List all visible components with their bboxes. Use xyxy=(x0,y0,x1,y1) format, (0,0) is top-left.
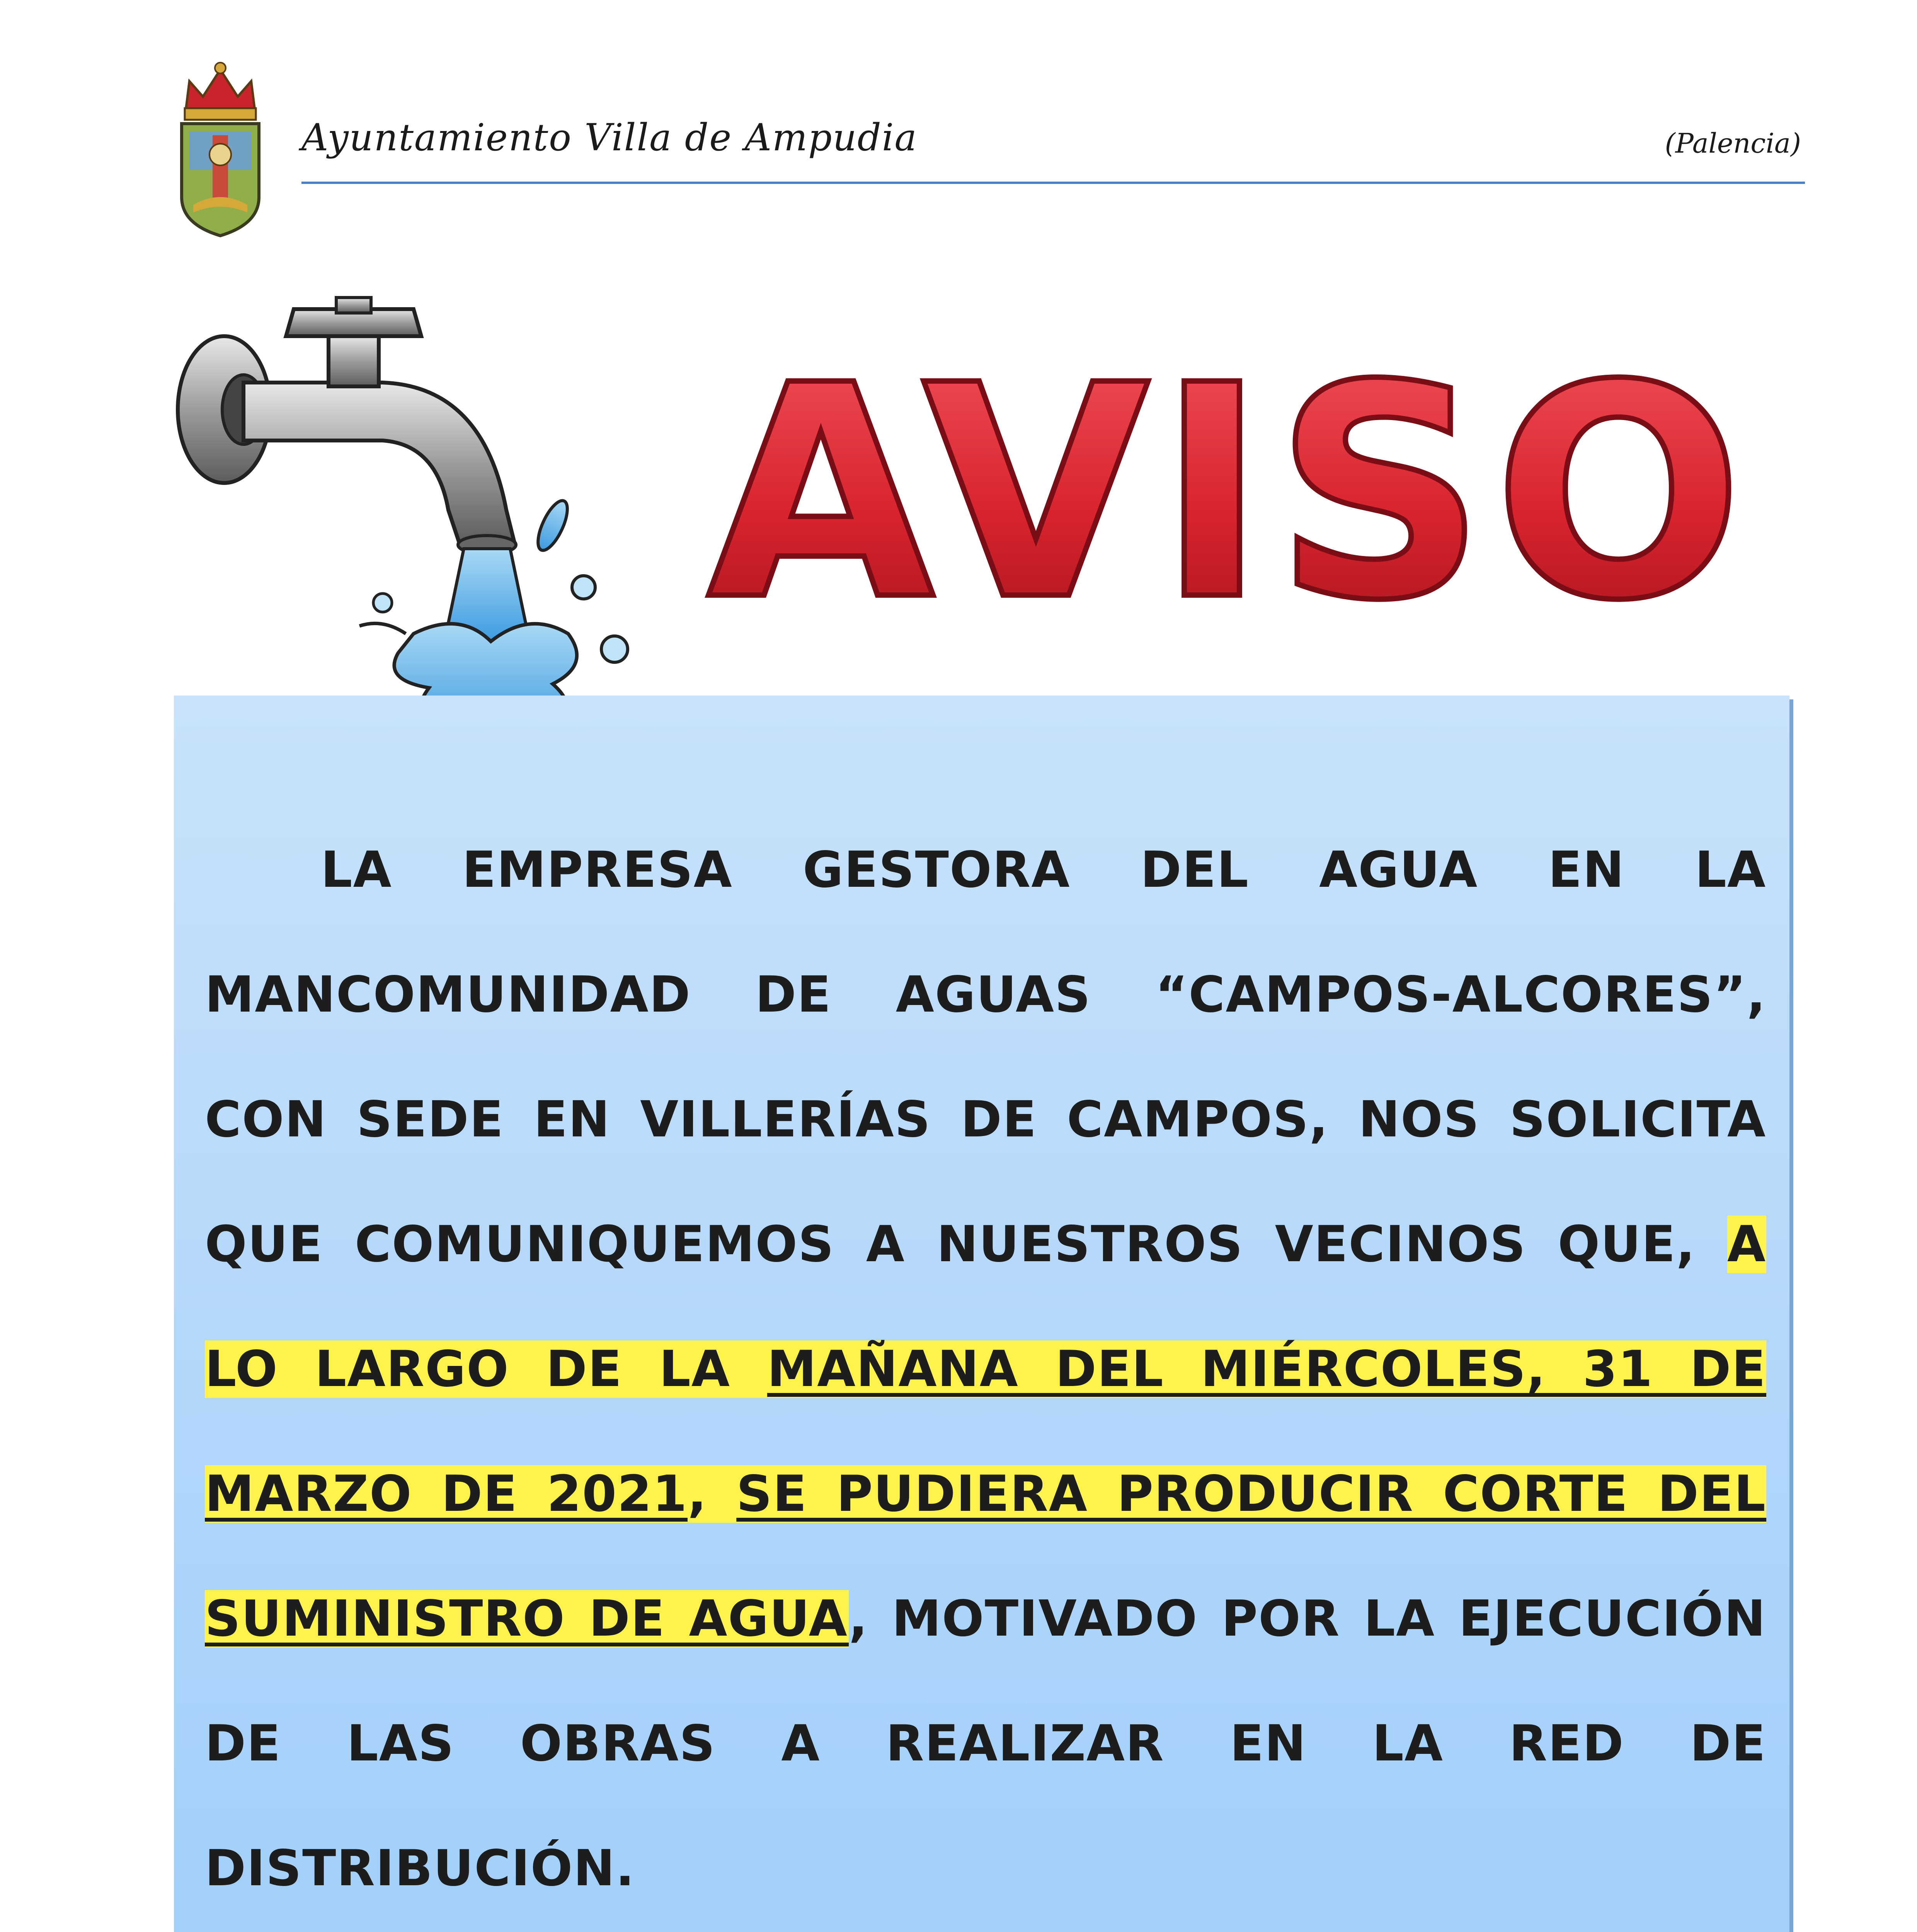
province-label: (Palencia) xyxy=(1665,128,1801,159)
highlight-date: MAÑANA DEL MIÉRCOLES, 31 DE MARZO DE 2021 xyxy=(205,1340,1766,1523)
highlight-comma: , xyxy=(688,1465,737,1523)
notice-body xyxy=(205,808,1766,1931)
highlight-a-lo-largo: A LO LARGO DE LA xyxy=(205,1216,1766,1398)
aviso-title: AVISO xyxy=(707,355,1751,634)
notice-text-1: LA EMPRESA GESTORA DEL AGUA EN LA MANCOMUNIDAD DE AGUAS “CAMPOS-ALCORES”, CON SEDE EN VILLERÍAS DE CAMPOS, NOS SOLICITA QUE COMUNIQUEMOS A NUESTROS VECINOS QUE, xyxy=(205,841,1766,1273)
aviso-banner xyxy=(688,355,1770,634)
notice-text-2: , MOTIVADO POR LA EJECUCIÓN DE LAS OBRAS A REALIZAR EN LA RED DE DISTRIBUCIÓN. xyxy=(205,1590,1767,1897)
coat-of-arms-icon xyxy=(174,54,267,240)
header-divider xyxy=(301,182,1805,184)
highlight-supply-cut: SE PUDIERA PRODUCIR CORTE DEL SUMINISTRO DE AGUA xyxy=(205,1465,1767,1648)
municipality-title: Ayuntamiento Villa de Ampudia xyxy=(301,116,918,159)
notice-paragraph-1 xyxy=(205,808,1766,1931)
water-faucet-icon xyxy=(166,294,707,765)
